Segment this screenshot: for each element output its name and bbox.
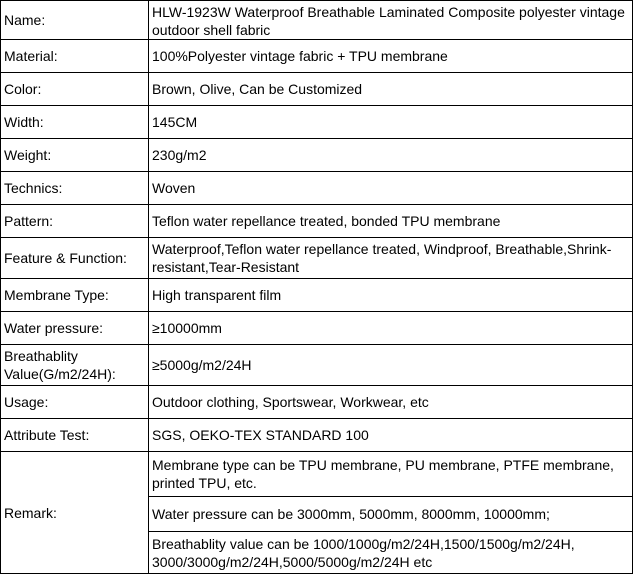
remark-item: Membrane type can be TPU membrane, PU membrane, PTFE membrane, printed TPU, etc. xyxy=(149,452,633,497)
spec-row-color xyxy=(1,73,633,106)
spec-row-feature xyxy=(1,238,633,279)
spec-row-name xyxy=(1,1,633,40)
spec-row-technics xyxy=(1,172,633,205)
spec-row-attribute-test xyxy=(1,419,633,452)
spec-value: SGS, OEKO-TEX STANDARD 100 xyxy=(149,419,633,452)
spec-label: Color: xyxy=(1,73,149,106)
spec-value: 145CM xyxy=(149,106,633,139)
spec-label: Weight: xyxy=(1,139,149,172)
spec-row-width xyxy=(1,106,633,139)
spec-label: Feature & Function: xyxy=(1,238,149,279)
spec-label: Water pressure: xyxy=(1,312,149,345)
spec-value: ≥10000mm xyxy=(149,312,633,345)
spec-value: Woven xyxy=(149,172,633,205)
spec-label: Breathablity Value(G/m2/24H): xyxy=(1,345,149,386)
remark-row xyxy=(1,452,633,497)
remark-item: Breathablity value can be 1000/1000g/m2/24H,1500/1500g/m2/24H, 3000/3000g/m2/24H,5000/5000g/m2/24H etc xyxy=(149,532,633,574)
spec-value: 100%Polyester vintage fabric + TPU membrane xyxy=(149,40,633,73)
spec-label: Technics: xyxy=(1,172,149,205)
spec-row-material xyxy=(1,40,633,73)
spec-label: Membrane Type: xyxy=(1,279,149,312)
spec-value: Waterproof,Teflon water repellance treated, Windproof, Breathable,Shrink-resistant,Tear-Resistant xyxy=(149,238,633,279)
spec-value: High transparent film xyxy=(149,279,633,312)
spec-label: Pattern: xyxy=(1,205,149,238)
remark-item: Water pressure can be 3000mm, 5000mm, 8000mm, 10000mm; xyxy=(149,497,633,532)
spec-value: ≥5000g/m2/24H xyxy=(149,345,633,386)
spec-row-pattern xyxy=(1,205,633,238)
spec-label: Width: xyxy=(1,106,149,139)
spec-label: Usage: xyxy=(1,386,149,419)
spec-label: Name: xyxy=(1,1,149,40)
remark-label: Remark: xyxy=(1,452,149,574)
spec-row-usage xyxy=(1,386,633,419)
spec-value: HLW-1923W Waterproof Breathable Laminated Composite polyester vintage outdoor shell fabric xyxy=(149,1,633,40)
spec-row-membrane-type xyxy=(1,279,633,312)
spec-label: Attribute Test: xyxy=(1,419,149,452)
spec-row-breathability xyxy=(1,345,633,386)
spec-label: Material: xyxy=(1,40,149,73)
spec-row-weight xyxy=(1,139,633,172)
spec-row-water-pressure xyxy=(1,312,633,345)
spec-value: Teflon water repellance treated, bonded TPU membrane xyxy=(149,205,633,238)
spec-value: 230g/m2 xyxy=(149,139,633,172)
spec-value: Brown, Olive, Can be Customized xyxy=(149,73,633,106)
spec-value: Outdoor clothing, Sportswear, Workwear, etc xyxy=(149,386,633,419)
